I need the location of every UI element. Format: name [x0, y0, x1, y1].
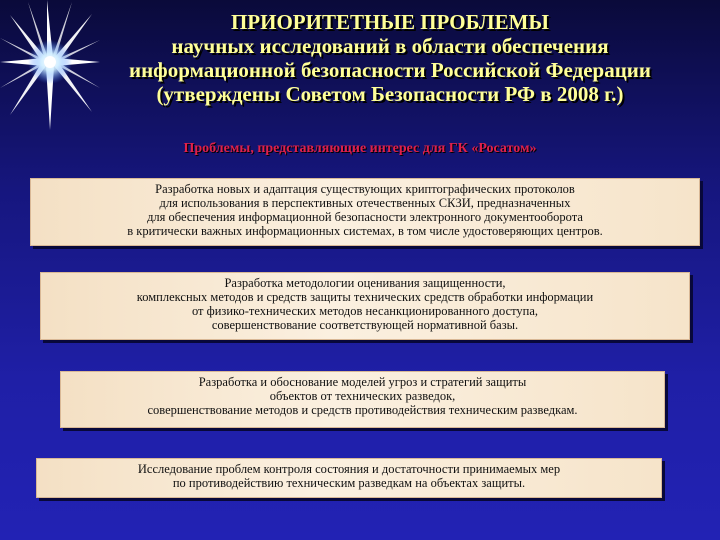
box-text-line: Разработка методологии оценивания защищенности,: [224, 276, 506, 290]
problem-box-threat-models: [60, 371, 665, 428]
box-text-line: Разработка новых и адаптация существующих криптографических протоколов: [155, 182, 575, 196]
box-text-line: для использования в перспективных отечественных СКЗИ, предназначенных: [159, 196, 571, 210]
box-text-line: совершенствование соответствующей нормативной базы.: [211, 318, 519, 332]
box-text-line: от физико-технических методов несанкционированного доступа,: [191, 304, 539, 318]
box-text-line: объектов от технических разведок,: [269, 389, 456, 403]
box-text-line: совершенствование методов и средств противодействия техническим разведкам.: [147, 403, 578, 417]
box-text-line: Исследование проблем контроля состояния и достаточности принимаемых мер: [137, 462, 561, 476]
box-text-line: Разработка и обоснование моделей угроз и стратегий защиты: [198, 375, 527, 389]
box-text-line: комплексных методов и средств защиты технических средств обработки информации: [136, 290, 594, 304]
slide-subtitle: Проблемы, представляющие интерес для ГК «Росатом»: [183, 141, 537, 156]
box-text-line: для обеспечения информационной безопасности электронного документооборота: [147, 210, 583, 224]
box-text-line: в критически важных информационных системах, в том числе удостоверяющих центров.: [127, 224, 603, 238]
problem-box-control-research: [36, 458, 662, 498]
title-line: научных исследований в области обеспечения: [171, 34, 609, 58]
slide-title: [90, 10, 690, 106]
starburst-icon: [0, 0, 100, 130]
title-line: ПРИОРИТЕТНЫЕ ПРОБЛЕМЫ: [230, 10, 550, 34]
title-line: информационной безопасности Российской Федерации: [128, 58, 651, 82]
problem-box-crypto-protocols: [30, 178, 700, 246]
box-text-line: по противодействию техническим разведкам на объектах защиты.: [172, 476, 526, 490]
problem-box-protection-methodology: [40, 272, 690, 340]
title-line: (утверждены Советом Безопасности РФ в 2008 г.): [156, 82, 624, 106]
